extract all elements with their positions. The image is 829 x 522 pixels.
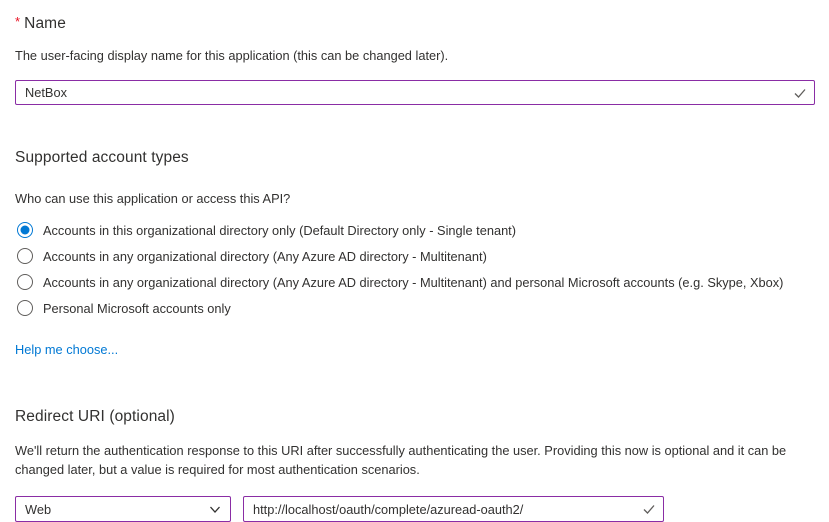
name-description: The user-facing display name for this application (this can be changed later). — [15, 48, 449, 63]
radio-option-label: Accounts in this organizational directory only (Default Directory only - Single tenant) — [43, 222, 516, 238]
radio-button-icon[interactable] — [17, 222, 33, 238]
radio-button-icon[interactable] — [17, 248, 33, 264]
name-section-title — [15, 14, 815, 33]
name-field-wrapper — [15, 80, 815, 105]
required-asterisk: * — [15, 14, 21, 29]
account-type-radio-group — [15, 217, 815, 321]
redirect-uri-title: Redirect URI (optional) — [15, 408, 175, 425]
help-me-choose-link[interactable]: Help me choose... — [15, 342, 119, 357]
radio-option-label: Accounts in any organizational directory (Any Azure AD directory - Multitenant) and personal Microsoft accounts (e.g. Skype, Xbox) — [43, 274, 784, 290]
radio-option-personal-only[interactable] — [15, 295, 815, 321]
valid-checkmark-icon — [793, 86, 807, 100]
redirect-uri-field-wrapper — [243, 496, 664, 522]
chevron-down-icon — [208, 502, 222, 516]
account-types-question: Who can use this application or access this API? — [15, 191, 291, 206]
platform-select[interactable] — [15, 496, 231, 522]
account-types-section — [15, 149, 815, 359]
name-section — [15, 14, 815, 105]
radio-option-label: Accounts in any organizational directory (Any Azure AD directory - Multitenant) — [43, 248, 487, 264]
valid-checkmark-icon — [642, 502, 656, 516]
redirect-uri-description: We'll return the authentication response to this URI after successfully authenticating the user. Providing this now is optional and it can be changed later, but a value is required for most authentication scenarios. — [15, 443, 787, 477]
name-label: Name — [24, 15, 66, 32]
name-input[interactable] — [16, 81, 814, 104]
account-types-title: Supported account types — [15, 149, 189, 166]
redirect-uri-section — [15, 408, 815, 522]
radio-option-label: Personal Microsoft accounts only — [43, 300, 231, 316]
radio-button-icon[interactable] — [17, 274, 33, 290]
redirect-uri-input[interactable] — [244, 497, 663, 521]
radio-option-multitenant-personal[interactable] — [15, 269, 815, 295]
radio-option-single-tenant[interactable] — [15, 217, 815, 243]
redirect-uri-row — [15, 496, 815, 522]
radio-button-icon[interactable] — [17, 300, 33, 316]
radio-option-multitenant[interactable] — [15, 243, 815, 269]
platform-select-value: Web — [25, 501, 52, 517]
